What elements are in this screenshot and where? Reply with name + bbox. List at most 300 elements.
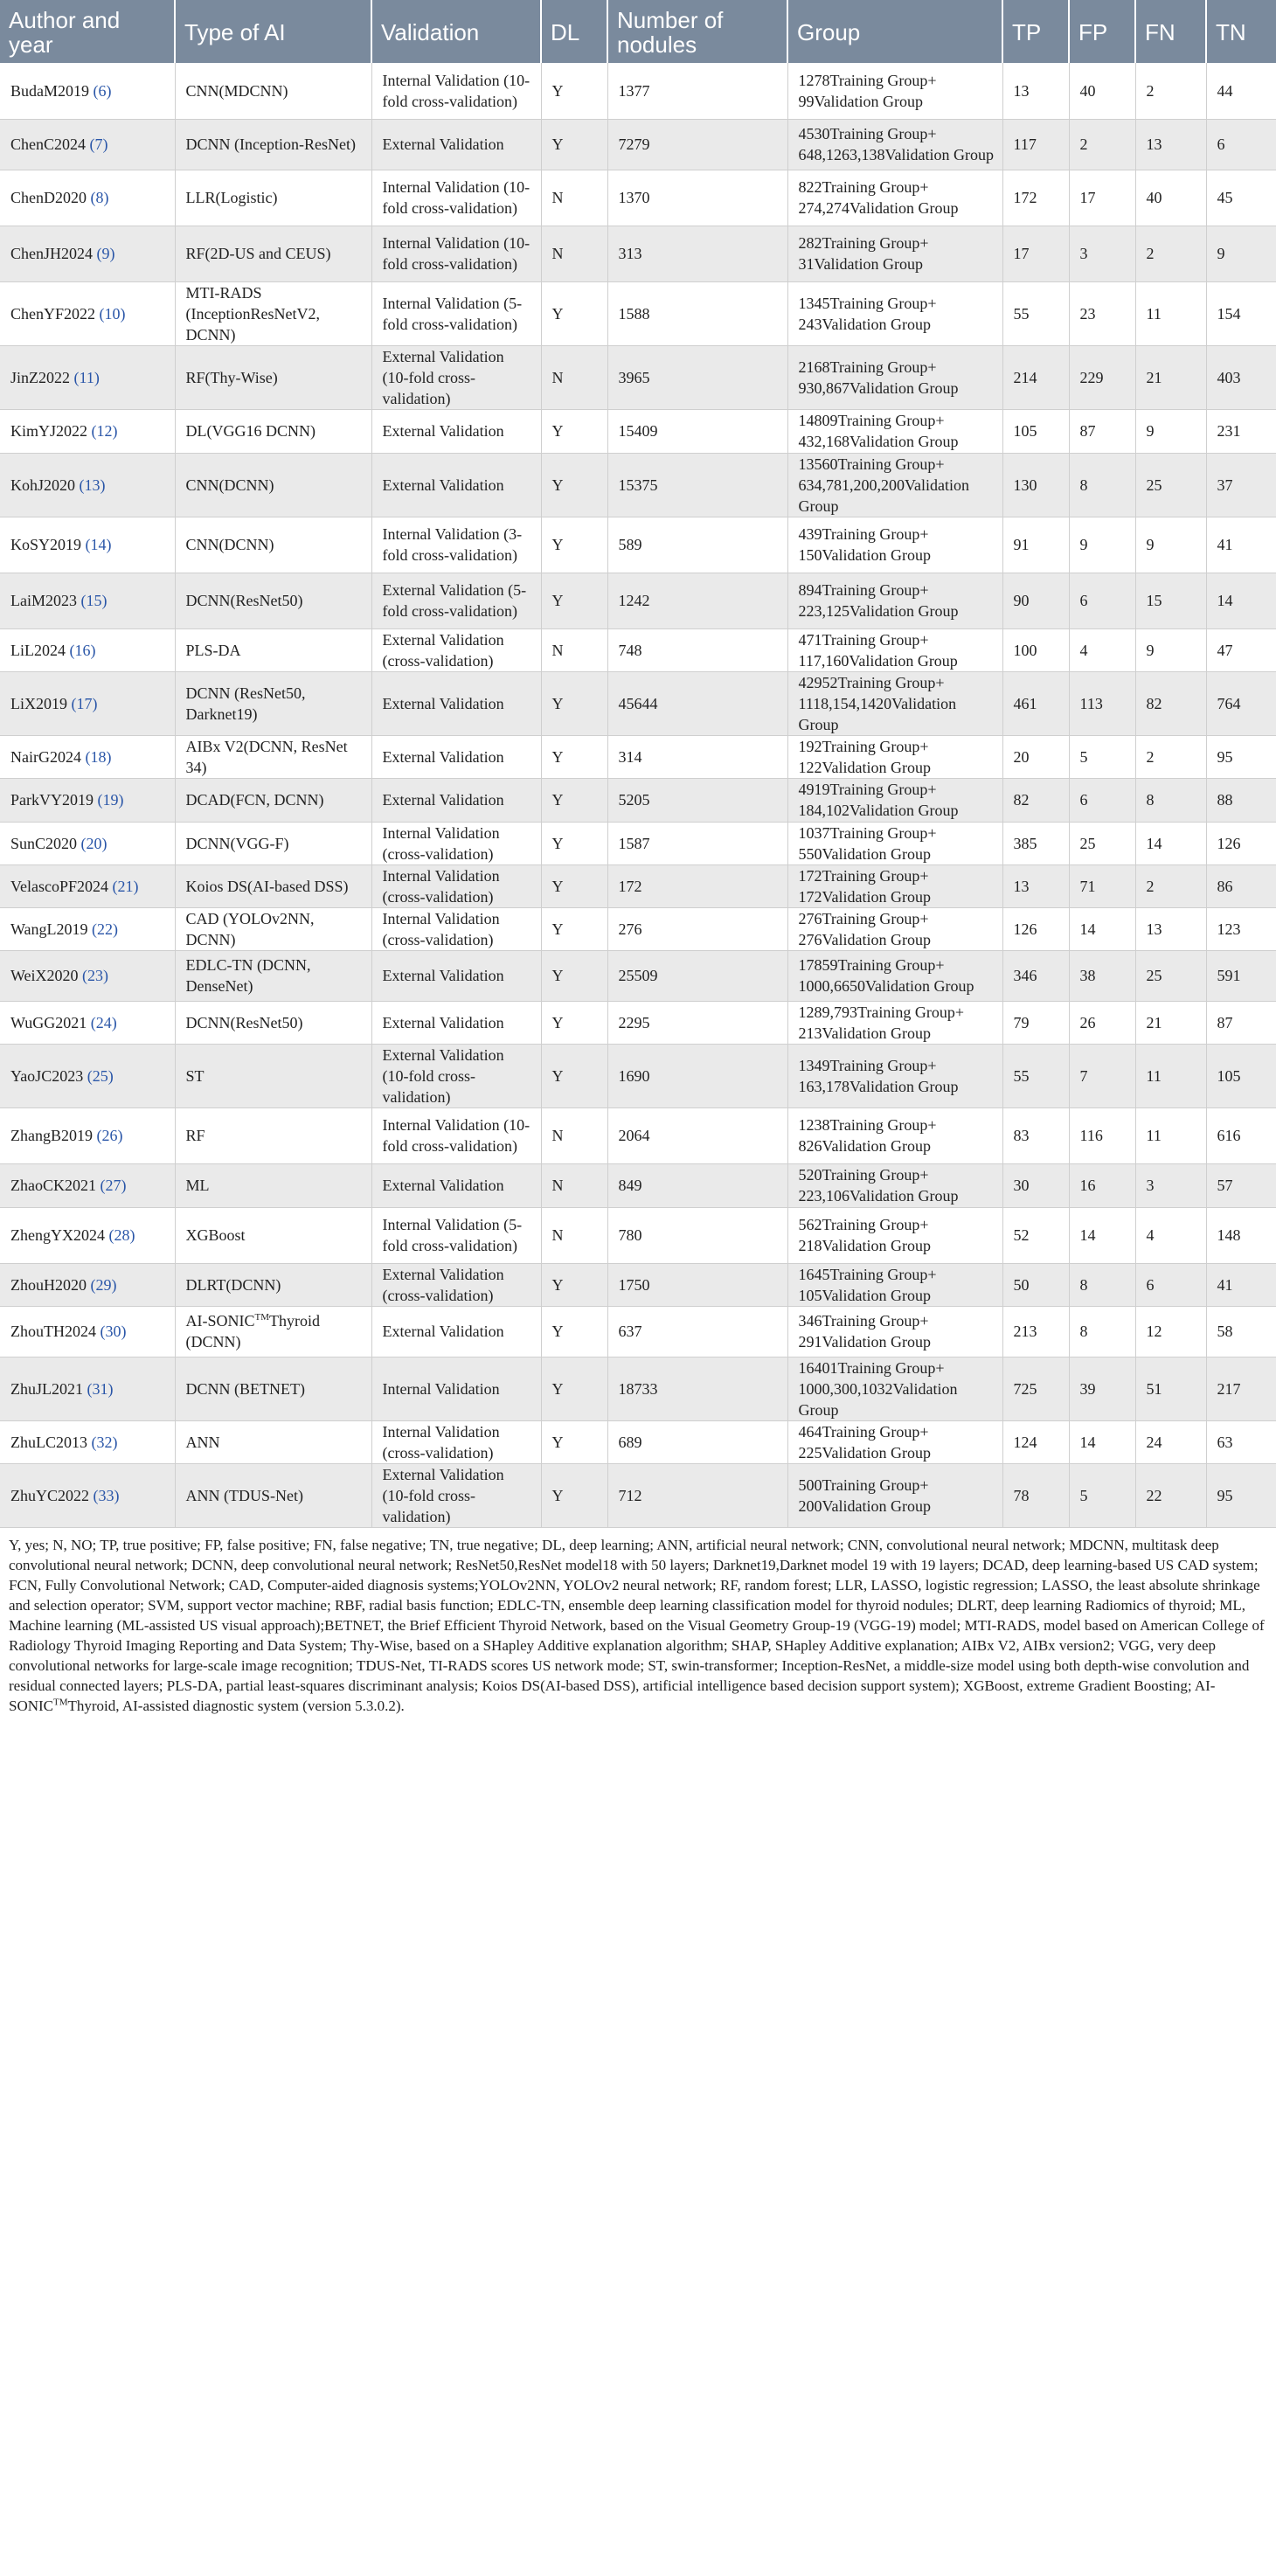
reference-link[interactable]: (15) [80, 592, 107, 609]
cell-fp: 6 [1069, 573, 1135, 628]
cell-fp: 5 [1069, 735, 1135, 778]
cell-dl: Y [541, 517, 607, 573]
reference-link[interactable]: (17) [71, 694, 98, 712]
reference-link[interactable]: (30) [100, 1323, 127, 1340]
table-row [0, 281, 1276, 345]
cell-author [0, 453, 175, 517]
author-name: ParkVY2019 [10, 791, 94, 809]
cell-nodules: 7279 [607, 119, 787, 170]
cell-ai: DCNN(ResNet50) [175, 1001, 371, 1044]
cell-author [0, 778, 175, 822]
cell-nodules: 1377 [607, 63, 787, 119]
author-name: KoSY2019 [10, 536, 82, 553]
table-row [0, 453, 1276, 517]
cell-dl: Y [541, 907, 607, 950]
cell-validation: External Validation (cross-validation) [371, 628, 541, 671]
cell-validation: Internal Validation [371, 1357, 541, 1420]
cell-tn: 45 [1206, 170, 1276, 226]
cell-nodules: 3965 [607, 345, 787, 409]
cell-ai: ANN (TDUS-Net) [175, 1463, 371, 1527]
author-name: VelascoPF2024 [10, 877, 108, 895]
cell-tn: 6 [1206, 119, 1276, 170]
cell-fp: 6 [1069, 778, 1135, 822]
cell-fn: 82 [1135, 671, 1206, 735]
cell-fp: 39 [1069, 1357, 1135, 1420]
cell-validation: Internal Validation (10-fold cross-validation) [371, 226, 541, 281]
cell-dl: Y [541, 735, 607, 778]
cell-validation: External Validation [371, 409, 541, 453]
cell-validation: Internal Validation (10-fold cross-validation) [371, 1107, 541, 1163]
cell-validation: External Validation [371, 735, 541, 778]
cell-ai: DCNN(ResNet50) [175, 573, 371, 628]
cell-ai: CNN(DCNN) [175, 517, 371, 573]
cell-dl: N [541, 628, 607, 671]
cell-tp: 55 [1002, 281, 1069, 345]
reference-link[interactable]: (13) [79, 476, 106, 494]
cell-dl: N [541, 170, 607, 226]
cell-group: 1345Training Group+ 243Validation Group [787, 281, 1002, 345]
cell-tn: 86 [1206, 864, 1276, 907]
cell-dl: N [541, 1163, 607, 1207]
cell-dl: Y [541, 864, 607, 907]
cell-tp: 725 [1002, 1357, 1069, 1420]
cell-tp: 13 [1002, 63, 1069, 119]
author-name: ZhengYX2024 [10, 1226, 105, 1244]
cell-fn: 21 [1135, 345, 1206, 409]
cell-fn: 40 [1135, 170, 1206, 226]
cell-nodules: 2295 [607, 1001, 787, 1044]
cell-author [0, 864, 175, 907]
table-row [0, 1044, 1276, 1107]
cell-validation: External Validation [371, 950, 541, 1001]
cell-tn: 88 [1206, 778, 1276, 822]
header-row [0, 0, 1276, 63]
cell-dl: Y [541, 950, 607, 1001]
cell-fp: 25 [1069, 822, 1135, 864]
cell-group: 1289,793Training Group+ 213Validation Group [787, 1001, 1002, 1044]
cell-dl: Y [541, 281, 607, 345]
reference-link[interactable]: (22) [92, 920, 119, 938]
cell-tn: 95 [1206, 735, 1276, 778]
cell-group: 894Training Group+ 223,125Validation Group [787, 573, 1002, 628]
cell-fp: 2 [1069, 119, 1135, 170]
cell-tn: 14 [1206, 573, 1276, 628]
cell-dl: Y [541, 778, 607, 822]
cell-author [0, 822, 175, 864]
reference-link[interactable]: (14) [85, 536, 112, 553]
cell-ai: MTI-RADS (InceptionResNetV2, DCNN) [175, 281, 371, 345]
cell-validation: External Validation [371, 671, 541, 735]
cell-group: 1278Training Group+ 99Validation Group [787, 63, 1002, 119]
table-row [0, 1463, 1276, 1527]
cell-nodules: 25509 [607, 950, 787, 1001]
header-tp: TP [1002, 0, 1069, 63]
cell-tn: 764 [1206, 671, 1276, 735]
cell-author [0, 1306, 175, 1357]
header-ai-type: Type of AI [175, 0, 371, 63]
cell-ai: RF [175, 1107, 371, 1163]
cell-fn: 11 [1135, 1107, 1206, 1163]
cell-tn: 231 [1206, 409, 1276, 453]
cell-tp: 79 [1002, 1001, 1069, 1044]
table-row [0, 628, 1276, 671]
author-name: ZhuYC2022 [10, 1486, 89, 1504]
cell-validation: Internal Validation (5-fold cross-validation) [371, 1207, 541, 1263]
author-name: LiX2019 [10, 694, 67, 712]
cell-ai: DCAD(FCN, DCNN) [175, 778, 371, 822]
cell-tn: 148 [1206, 1207, 1276, 1263]
cell-validation: External Validation (10-fold cross-validation) [371, 345, 541, 409]
reference-link[interactable]: (16) [69, 641, 96, 659]
table-body [0, 63, 1276, 1527]
cell-nodules: 2064 [607, 1107, 787, 1163]
cell-tp: 91 [1002, 517, 1069, 573]
reference-link[interactable]: (28) [108, 1226, 135, 1244]
cell-fp: 8 [1069, 1306, 1135, 1357]
author-name: ZhaoCK2021 [10, 1177, 96, 1194]
cell-group: 500Training Group+ 200Validation Group [787, 1463, 1002, 1527]
author-name: KimYJ2022 [10, 422, 88, 440]
cell-fp: 229 [1069, 345, 1135, 409]
cell-validation: Internal Validation (cross-validation) [371, 1420, 541, 1463]
cell-author [0, 1263, 175, 1306]
cell-fp: 7 [1069, 1044, 1135, 1107]
cell-tn: 9 [1206, 226, 1276, 281]
header-author: Author and year [0, 0, 175, 63]
cell-fn: 13 [1135, 119, 1206, 170]
table-row [0, 822, 1276, 864]
cell-tn: 63 [1206, 1420, 1276, 1463]
cell-ai: ANN [175, 1420, 371, 1463]
reference-link[interactable]: (31) [87, 1379, 114, 1398]
author-name: LaiM2023 [10, 592, 77, 609]
cell-fn: 14 [1135, 822, 1206, 864]
reference-link[interactable]: (25) [87, 1066, 114, 1085]
cell-validation: Internal Validation (5-fold cross-validation) [371, 281, 541, 345]
author-name: ZhuJL2021 [10, 1379, 83, 1398]
cell-fn: 8 [1135, 778, 1206, 822]
cell-tp: 50 [1002, 1263, 1069, 1306]
table-row [0, 1420, 1276, 1463]
cell-dl: Y [541, 1001, 607, 1044]
cell-nodules: 5205 [607, 778, 787, 822]
cell-author [0, 170, 175, 226]
cell-ai: CNN(MDCNN) [175, 63, 371, 119]
cell-fn: 9 [1135, 409, 1206, 453]
author-name: ChenD2020 [10, 189, 87, 206]
table-row [0, 119, 1276, 170]
cell-author [0, 907, 175, 950]
cell-group: 14809Training Group+ 432,168Validation Group [787, 409, 1002, 453]
cell-validation: Internal Validation (cross-validation) [371, 907, 541, 950]
cell-author [0, 1357, 175, 1420]
cell-tn: 44 [1206, 63, 1276, 119]
cell-fp: 116 [1069, 1107, 1135, 1163]
cell-author [0, 1044, 175, 1107]
cell-validation: External Validation (5-fold cross-validation) [371, 573, 541, 628]
cell-nodules: 314 [607, 735, 787, 778]
cell-dl: Y [541, 573, 607, 628]
cell-nodules: 748 [607, 628, 787, 671]
cell-author [0, 1163, 175, 1207]
cell-dl: Y [541, 63, 607, 119]
cell-nodules: 18733 [607, 1357, 787, 1420]
cell-ai: PLS-DA [175, 628, 371, 671]
cell-author [0, 1463, 175, 1527]
header-fp: FP [1069, 0, 1135, 63]
cell-fp: 87 [1069, 409, 1135, 453]
cell-nodules: 1370 [607, 170, 787, 226]
table-row [0, 1163, 1276, 1207]
cell-author [0, 63, 175, 119]
cell-author [0, 1107, 175, 1163]
cell-fn: 4 [1135, 1207, 1206, 1263]
cell-fp: 38 [1069, 950, 1135, 1001]
table-footnote: Y, yes; N, NO; TP, true positive; FP, false positive; FN, false negative; TN, true negative; DL, deep learning; ANN, artificial neural network; CNN, convolutional neural network; MDCNN, multitask deep convolutional neural network; DCNN, deep convolutional neural network; ResNet50,ResNet model18 with 50 layers; Darknet19,Darknet model 19 with 19 layers; DCAD, deep learning-based US CAD system; FCN, Fully Convolutional Network; CAD, Computer-aided diagnosis systems;YOLOv2NN, YOLOv2 neural network; RF, random forest; LLR, LASSO, logistic regression; LASSO, the least absolute shrinkage and selection operator; SVM, support vector machine; RBF, radial basis function; EDLC-TN, ensemble deep learning classification model for thyroid nodules; DLRT, deep learning Radiomics of thyroid; ML, Machine learning (ML-assisted US visual approach);BETNET, the Brief Efficient Thyroid Network, based on the Visual Geometry Group-19 (VGG-19) model; MTI-RADS, model based on American College of Radiology Thyroid Imaging Reporting and Data System; Thy-Wise, based on a SHapley Additive explanation algorithm; SHAP, SHapley Additive explanation; AIBx V2, AIBx version2; VGG, very deep convolutional networks for large-scale image recognition; TDUS-Net, TI-RADS scores US network mode; ST, swin-transformer; Inception-ResNet, a middle-size model using both depth-wise convolution and residual connected layers; PLS-DA, partial least-squares discriminant analysis; Koios DS(AI-based DSS), artificial intelligence based decision support system); XGBoost, extreme Gradient Boosting; AI-SONIC™Thyroid, AI-assisted diagnostic system (version 5.3.0.2). [9, 1537, 1265, 1714]
cell-validation: External Validation [371, 453, 541, 517]
cell-dl: Y [541, 1263, 607, 1306]
cell-ai: AI-SONIC™Thyroid (DCNN) [175, 1306, 371, 1357]
cell-tn: 105 [1206, 1044, 1276, 1107]
cell-fp: 3 [1069, 226, 1135, 281]
cell-tp: 30 [1002, 1163, 1069, 1207]
cell-nodules: 849 [607, 1163, 787, 1207]
cell-group: 2168Training Group+ 930,867Validation Group [787, 345, 1002, 409]
cell-tp: 461 [1002, 671, 1069, 735]
cell-ai: DLRT(DCNN) [175, 1263, 371, 1306]
cell-nodules: 313 [607, 226, 787, 281]
cell-tp: 90 [1002, 573, 1069, 628]
table-row [0, 517, 1276, 573]
reference-link[interactable]: (7) [89, 135, 108, 153]
cell-validation: External Validation [371, 1163, 541, 1207]
author-name: BudaM2019 [10, 81, 89, 100]
reference-link[interactable]: (9) [96, 245, 115, 262]
cell-tp: 13 [1002, 864, 1069, 907]
cell-fp: 4 [1069, 628, 1135, 671]
cell-dl: Y [541, 119, 607, 170]
cell-fn: 25 [1135, 950, 1206, 1001]
cell-fn: 2 [1135, 63, 1206, 119]
header-fn: FN [1135, 0, 1206, 63]
table-row [0, 907, 1276, 950]
cell-fn: 22 [1135, 1463, 1206, 1527]
cell-ai: DCNN (BETNET) [175, 1357, 371, 1420]
cell-nodules: 15409 [607, 409, 787, 453]
cell-author [0, 1420, 175, 1463]
cell-tn: 154 [1206, 281, 1276, 345]
cell-dl: Y [541, 1420, 607, 1463]
reference-link[interactable]: (24) [90, 1013, 117, 1031]
author-name: JinZ2022 [10, 368, 71, 386]
cell-fn: 12 [1135, 1306, 1206, 1357]
cell-tn: 123 [1206, 907, 1276, 950]
table-row [0, 170, 1276, 226]
cell-group: 1037Training Group+ 550Validation Group [787, 822, 1002, 864]
cell-tp: 124 [1002, 1420, 1069, 1463]
cell-author [0, 226, 175, 281]
cell-nodules: 1690 [607, 1044, 787, 1107]
table-row [0, 1357, 1276, 1420]
cell-author [0, 517, 175, 573]
cell-tn: 126 [1206, 822, 1276, 864]
cell-author [0, 950, 175, 1001]
cell-author [0, 671, 175, 735]
cell-tn: 41 [1206, 1263, 1276, 1306]
cell-dl: Y [541, 1306, 607, 1357]
cell-fp: 14 [1069, 1207, 1135, 1263]
reference-link[interactable]: (23) [82, 967, 109, 984]
reference-link[interactable]: (32) [91, 1433, 118, 1451]
cell-tn: 95 [1206, 1463, 1276, 1527]
author-name: ZhouH2020 [10, 1275, 87, 1294]
cell-tp: 117 [1002, 119, 1069, 170]
cell-dl: N [541, 345, 607, 409]
cell-author [0, 409, 175, 453]
cell-tn: 591 [1206, 950, 1276, 1001]
cell-group: 13560Training Group+ 634,781,200,200Validation Group [787, 453, 1002, 517]
table-row [0, 950, 1276, 1001]
author-name: KohJ2020 [10, 476, 76, 494]
cell-group: 172Training Group+ 172Validation Group [787, 864, 1002, 907]
reference-link[interactable]: (11) [73, 368, 100, 386]
cell-tp: 55 [1002, 1044, 1069, 1107]
cell-validation: External Validation [371, 1001, 541, 1044]
cell-tn: 41 [1206, 517, 1276, 573]
reference-link[interactable]: (12) [91, 422, 118, 440]
cell-ai: CAD (YOLOv2NN, DCNN) [175, 907, 371, 950]
cell-dl: N [541, 226, 607, 281]
cell-nodules: 15375 [607, 453, 787, 517]
cell-nodules: 172 [607, 864, 787, 907]
cell-fp: 14 [1069, 1420, 1135, 1463]
header-dl: DL [541, 0, 607, 63]
cell-dl: Y [541, 822, 607, 864]
cell-fn: 9 [1135, 517, 1206, 573]
cell-dl: N [541, 1107, 607, 1163]
cell-group: 520Training Group+ 223,106Validation Group [787, 1163, 1002, 1207]
cell-fn: 51 [1135, 1357, 1206, 1420]
cell-nodules: 276 [607, 907, 787, 950]
reference-link[interactable]: (33) [93, 1486, 120, 1504]
cell-fn: 2 [1135, 226, 1206, 281]
cell-group: 822Training Group+ 274,274Validation Group [787, 170, 1002, 226]
cell-group: 16401Training Group+ 1000,300,1032Validation Group [787, 1357, 1002, 1420]
cell-fp: 8 [1069, 1263, 1135, 1306]
cell-dl: Y [541, 409, 607, 453]
header-validation: Validation [371, 0, 541, 63]
cell-nodules: 637 [607, 1306, 787, 1357]
cell-nodules: 780 [607, 1207, 787, 1263]
cell-group: 439Training Group+ 150Validation Group [787, 517, 1002, 573]
cell-dl: Y [541, 1044, 607, 1107]
cell-group: 346Training Group+ 291Validation Group [787, 1306, 1002, 1357]
author-name: SunC2020 [10, 834, 78, 852]
cell-tp: 126 [1002, 907, 1069, 950]
cell-dl: Y [541, 671, 607, 735]
cell-group: 282Training Group+ 31Validation Group [787, 226, 1002, 281]
cell-tp: 82 [1002, 778, 1069, 822]
cell-tp: 52 [1002, 1207, 1069, 1263]
author-name: ChenJH2024 [10, 245, 93, 262]
cell-fn: 9 [1135, 628, 1206, 671]
reference-link[interactable]: (19) [97, 791, 124, 809]
cell-ai: DCNN (ResNet50, Darknet19) [175, 671, 371, 735]
cell-tn: 58 [1206, 1306, 1276, 1357]
table-row [0, 1263, 1276, 1306]
cell-group: 1238Training Group+ 826Validation Group [787, 1107, 1002, 1163]
cell-fp: 113 [1069, 671, 1135, 735]
cell-tp: 213 [1002, 1306, 1069, 1357]
cell-ai: EDLC-TN (DCNN, DenseNet) [175, 950, 371, 1001]
cell-group: 562Training Group+ 218Validation Group [787, 1207, 1002, 1263]
cell-tp: 214 [1002, 345, 1069, 409]
cell-ai: CNN(DCNN) [175, 453, 371, 517]
table-row [0, 864, 1276, 907]
cell-ai: LLR(Logistic) [175, 170, 371, 226]
reference-link[interactable]: (8) [90, 189, 109, 206]
cell-group: 192Training Group+ 122Validation Group [787, 735, 1002, 778]
cell-fp: 8 [1069, 453, 1135, 517]
cell-tp: 78 [1002, 1463, 1069, 1527]
cell-fn: 15 [1135, 573, 1206, 628]
cell-validation: Internal Validation (cross-validation) [371, 864, 541, 907]
cell-tn: 87 [1206, 1001, 1276, 1044]
cell-group: 1645Training Group+ 105Validation Group [787, 1263, 1002, 1306]
header-group: Group [787, 0, 1002, 63]
cell-author [0, 1207, 175, 1263]
reference-link[interactable]: (26) [96, 1127, 123, 1144]
cell-fn: 11 [1135, 281, 1206, 345]
reference-link[interactable]: (21) [112, 877, 139, 895]
table-row [0, 409, 1276, 453]
table-row [0, 63, 1276, 119]
cell-ai: DCNN(VGG-F) [175, 822, 371, 864]
cell-fn: 6 [1135, 1263, 1206, 1306]
cell-nodules: 589 [607, 517, 787, 573]
reference-link[interactable]: (27) [100, 1177, 127, 1194]
cell-nodules: 1242 [607, 573, 787, 628]
cell-group: 42952Training Group+ 1118,154,1420Validation Group [787, 671, 1002, 735]
cell-validation: Internal Validation (10-fold cross-validation) [371, 63, 541, 119]
author-name: YaoJC2023 [10, 1066, 84, 1085]
cell-tp: 172 [1002, 170, 1069, 226]
cell-ai: ST [175, 1044, 371, 1107]
cell-dl: Y [541, 453, 607, 517]
cell-fn: 13 [1135, 907, 1206, 950]
cell-ai: RF(Thy-Wise) [175, 345, 371, 409]
cell-group: 17859Training Group+ 1000,6650Validation Group [787, 950, 1002, 1001]
cell-ai: ML [175, 1163, 371, 1207]
table-row [0, 345, 1276, 409]
cell-nodules: 689 [607, 1420, 787, 1463]
cell-tn: 57 [1206, 1163, 1276, 1207]
reference-link[interactable]: (20) [80, 834, 107, 852]
table-row [0, 226, 1276, 281]
reference-link[interactable]: (10) [99, 304, 126, 323]
cell-fp: 9 [1069, 517, 1135, 573]
author-name: WuGG2021 [10, 1013, 87, 1031]
reference-link[interactable]: (29) [90, 1275, 117, 1294]
cell-fn: 2 [1135, 864, 1206, 907]
author-name: ChenC2024 [10, 135, 87, 153]
cell-nodules: 712 [607, 1463, 787, 1527]
table-row [0, 1107, 1276, 1163]
reference-link[interactable]: (18) [85, 747, 112, 766]
reference-link[interactable]: (6) [93, 81, 112, 100]
table-row [0, 1306, 1276, 1357]
cell-dl: Y [541, 1357, 607, 1420]
